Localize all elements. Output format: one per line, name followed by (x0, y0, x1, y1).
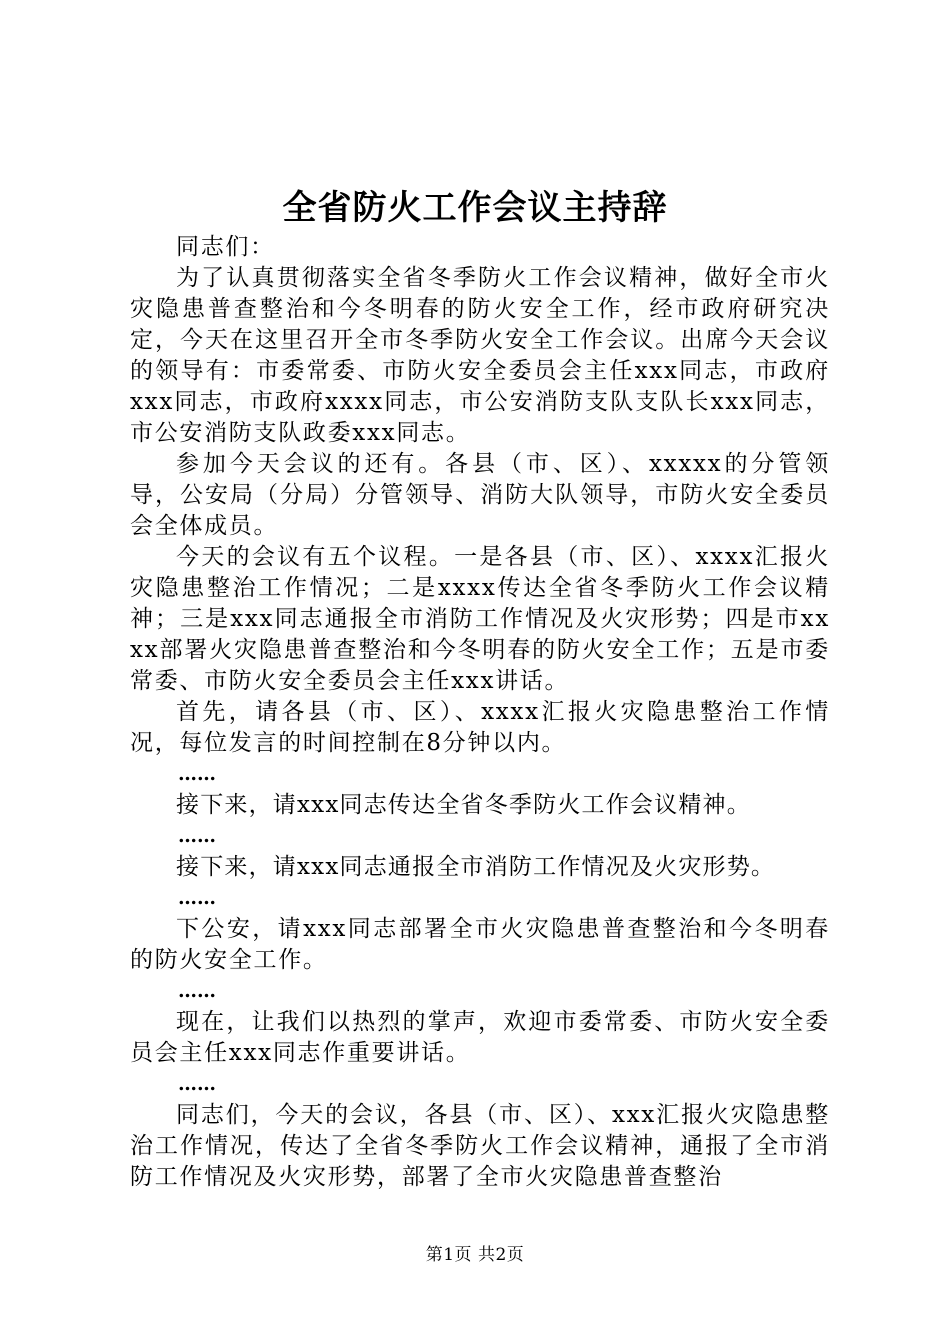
paragraph: 同志们： (176, 234, 275, 260)
paragraph: 同志们，今天的会议，各县（市、区）、xxx汇报火灾隐患整治工作情况，传达了全省冬季防火工作会议精神，通报了全市消防工作情况及火灾形势，部署了全市火灾隐患普查整治 (130, 1102, 830, 1190)
ellipsis-line: …… (178, 825, 216, 847)
paragraph: 参加今天会议的还有。各县（市、区）、xxxxx的分管领导，公安局（分局）分管领导、消防大队领导，市防火安全委员会全体成员。 (130, 451, 830, 539)
ellipsis-line: …… (178, 763, 216, 785)
paragraph: 首先，请各县（市、区）、xxxx汇报火灾隐患整治工作情况，每位发言的时间控制在8分钟以内。 (130, 699, 830, 756)
paragraph: 下公安，请xxx同志部署全市火灾隐患普查整治和今冬明春的防火安全工作。 (130, 916, 830, 973)
ellipsis-line: …… (178, 1073, 216, 1095)
paragraph: 接下来，请xxx同志通报全市消防工作情况及火灾形势。 (176, 854, 776, 880)
document-body (130, 232, 830, 1193)
document-title: 全省防火工作会议主持辞 (282, 188, 668, 228)
ellipsis-line: …… (178, 980, 216, 1002)
paragraph: 接下来，请xxx同志传达全省冬季防火工作会议精神。 (176, 792, 751, 818)
paragraph: 今天的会议有五个议程。一是各县（市、区）、xxxx汇报火灾隐患整治工作情况；二是xxxx传达全省冬季防火工作会议精神；三是xxx同志通报全市消防工作情况及火灾形势；四是市xxxx部署火灾隐患普查整治和今冬明春的防火安全工作；五是市委常委、市防火安全委员会主任xxx讲话。 (130, 544, 830, 694)
ellipsis-line: …… (178, 887, 216, 909)
paragraph: 现在，让我们以热烈的掌声，欢迎市委常委、市防火安全委员会主任xxx同志作重要讲话。 (130, 1009, 830, 1066)
paragraph: 为了认真贯彻落实全省冬季防火工作会议精神，做好全市火灾隐患普查整治和今冬明春的防火安全工作，经市政府研究决定，今天在这里召开全市冬季防火安全工作会议。出席今天会议的领导有：市委常委、市防火安全委员会主任xxx同志，市政府xxx同志，市政府xxxx同志，市公安消防支队支队长xxx同志，市公安消防支队政委xxx同志。 (130, 265, 830, 446)
page-footer: 第1页 共2页 (425, 1245, 525, 1265)
